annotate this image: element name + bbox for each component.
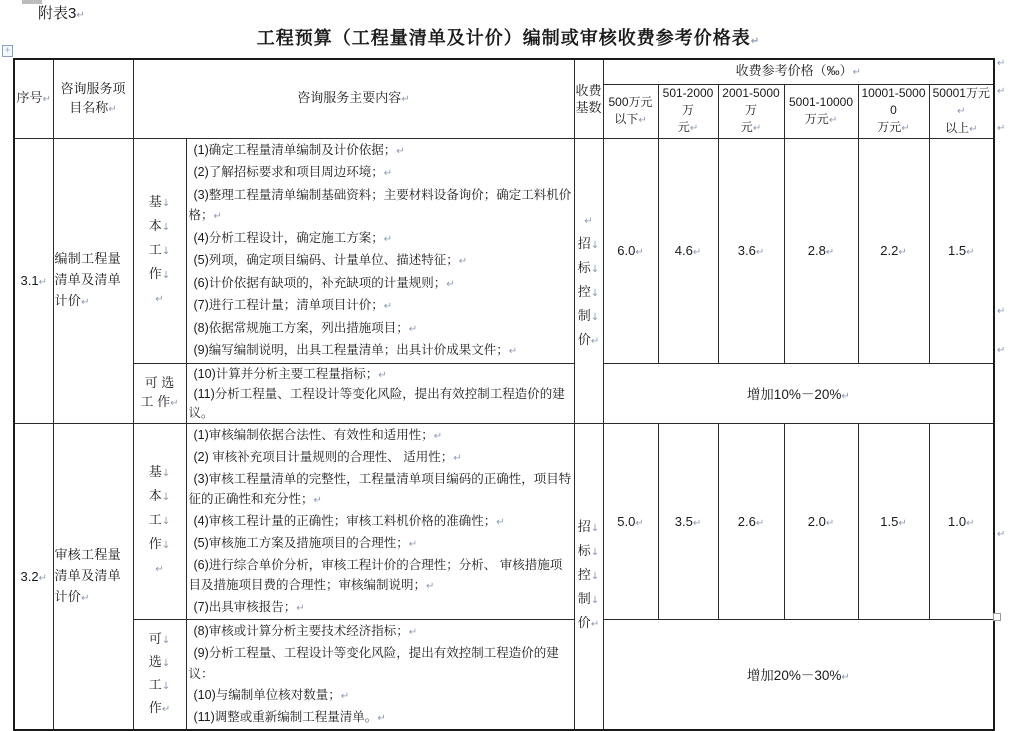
header-fee-base: 收费 基数 <box>574 59 603 138</box>
header-price-col: 501-2000万 元↵ <box>658 84 718 138</box>
fee-base-value: ↵ 招↓ 标↓ 控↓ 制↓ 价↵ <box>574 138 603 423</box>
price-value: 1.5↵ <box>929 138 994 363</box>
table-anchor-icon: + <box>2 45 13 57</box>
row-seq: 3.1↵ <box>14 138 53 423</box>
optional-work-items: (10)计算并分析主要工程量指标；↵ (11)分析工程量、工程设计等变化风险，提出有效控制工程造价的建议。 <box>186 363 574 423</box>
row-end-mark: ↵ <box>997 58 1006 69</box>
price-value: 2.0↵ <box>784 423 858 619</box>
row-end-mark: ↵ <box>997 529 1006 540</box>
price-value: 1.5↵ <box>858 423 929 619</box>
price-value: 6.0↵ <box>603 138 658 363</box>
work-type-optional-label: 可 选 工 作↵ <box>133 363 186 423</box>
basic-work-items: (1)审核编制依据合法性、有效性和适用性；↵ (2) 审核补充项目计量规则的合理性、 适用性；↵ (3)审核工程量清单的完整性，工程量清单项目编码的正确性，项目特征的正确性和充分性；↵ (4)审核工程计量的正确性；审核工料机价格的准确性；↵ (5)审核施工方案及措施项目的合理性；↵ (6)进行综合单价分析，审核工程计价的合理性；分析、 审核措施项目及措施项目费的合理性；审核编制说明；↵ (7)出具审核报告；↵ <box>186 423 574 619</box>
header-price-col: 10001-50000 万元↵ <box>858 84 929 138</box>
page-title: 工程预算（工程量清单及计价）编制或审核收费参考价格表↵ <box>256 28 761 48</box>
table-resize-handle[interactable] <box>993 613 1001 621</box>
row-end-mark: ↵ <box>997 123 1006 134</box>
price-value: 2.6↵ <box>718 423 784 619</box>
fee-base-value: 招↓ 标↓ 控↓ 制↓ 价↵ <box>574 423 603 730</box>
price-value: 4.6↵ <box>658 138 718 363</box>
row-project-name: 审核工程量清单及清单计价↵ <box>53 423 133 730</box>
header-price-group: 收费参考价格（‰）↵ <box>603 59 994 84</box>
header-price-col: 2001-5000万 元↵ <box>718 84 784 138</box>
optional-price-note: 增加10%－20%↵ <box>603 363 994 423</box>
header-price-col: 5001-10000 万元↵ <box>784 84 858 138</box>
row-end-mark: ↵ <box>997 86 1006 97</box>
row-project-name: 编制工程量清单及清单计价↵ <box>53 138 133 423</box>
work-type-basic-label: 基↓ 本↓ 工↓ 作↓ ↵ <box>133 423 186 619</box>
header-project: 咨询服务项目名称↵ <box>53 59 133 138</box>
row-end-mark: ↵ <box>997 306 1006 317</box>
header-seq: 序号↵ <box>14 59 53 138</box>
price-value: 3.6↵ <box>718 138 784 363</box>
header-content: 咨询服务主要内容↵ <box>133 59 574 138</box>
work-type-basic-label: 基↓ 本↓ 工↓ 作↓ ↵ <box>133 138 186 363</box>
header-price-col: 50001万元↵ 以上↵ <box>929 84 994 138</box>
price-value: 2.8↵ <box>784 138 858 363</box>
fee-reference-table <box>13 58 995 731</box>
price-value: 1.0↵ <box>929 423 994 619</box>
doc-label: 附表3↵ <box>38 5 85 22</box>
header-price-col: 500万元 以下↵ <box>603 84 658 138</box>
price-value: 5.0↵ <box>603 423 658 619</box>
optional-work-items: (8)审核或计算分析主要技术经济指标；↵ (9)分析工程量、工程设计等变化风险，提出有效控制工程造价的建议： (10)与编制单位核对数量；↵ (11)调整或重新编制工程量清单。↵ <box>186 619 574 730</box>
row-seq: 3.2↵ <box>14 423 53 730</box>
basic-work-items: (1)确定工程量清单编制及计价依据；↵ (2)了解招标要求和项目周边环境；↵ (3)整理工程量清单编制基础资料；主要材料设备询价；确定工料机价格；↵ (4)分析工程设计，确定施工方案；↵ (5)列项，确定项目编码、计量单位、描述特征；↵ (6)计价依据有缺项的，补充缺项的计量规则；↵ (7)进行工程计量；清单项目计价；↵ (8)依据常规施工方案，列出措施项目；↵ (9)编写编制说明，出具工程量清单；出具计价成果文件；↵ <box>186 138 574 363</box>
work-type-optional-label: 可↓ 选↓ 工↓ 作↵ <box>133 619 186 730</box>
price-value: 2.2↵ <box>858 138 929 363</box>
optional-price-note: 增加20%－30%↵ <box>603 619 994 730</box>
price-value: 3.5↵ <box>658 423 718 619</box>
row-end-mark: ↵ <box>997 345 1006 356</box>
